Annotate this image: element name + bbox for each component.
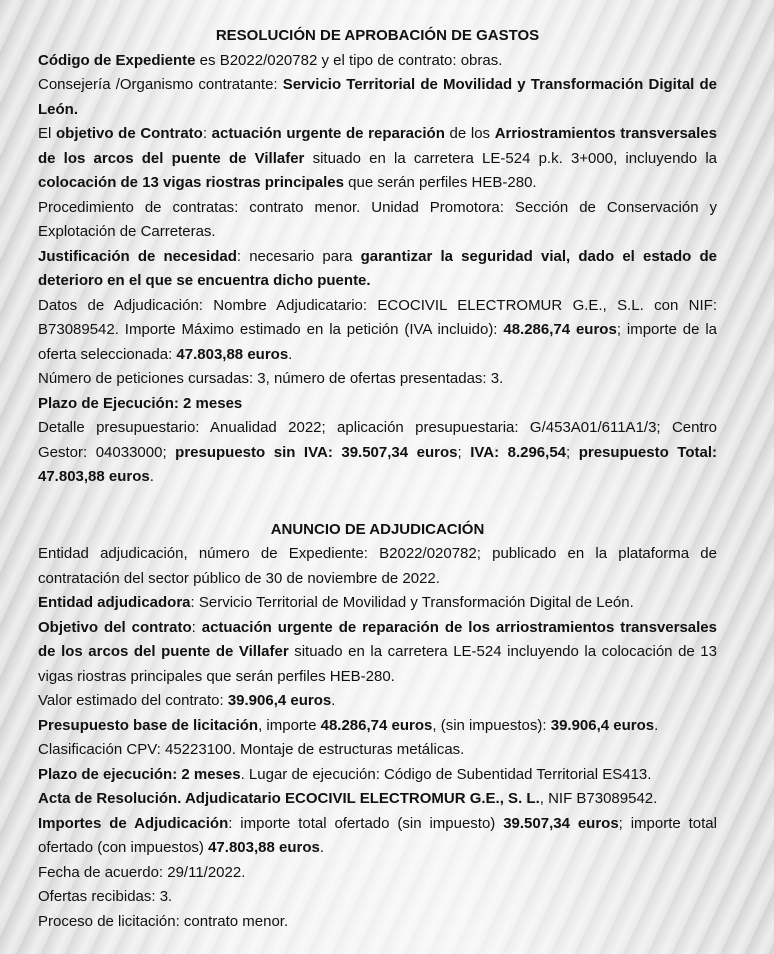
resolucion-adjudicacion: Datos de Adjudicación: Nombre Adjudicatario: ECOCIVIL ELECTROMUR G.E., S.L. con NIF: B73089542. Importe Máximo estimado en la petición (IVA incluido): 48.286,74 euros; importe de la oferta seleccionada: 47.803,88 euros. [38,296,718,363]
anuncio-presupuesto: Presupuesto base de licitación, importe 48.286,74 euros, (sin impuestos): 39.906,4 euros. [38,716,659,734]
resolucion-presupuesto: Detalle presupuestario: Anualidad 2022; aplicación presupuestaria: G/453A01/611A1/3; Centro Gestor: 04033000; presupuesto sin IVA: 39.507,34 euros; IVA: 8.296,54; presupuesto Total: 47.803,88 euros. [38,419,717,485]
resolucion-expediente: Código de Expediente es B2022/020782 y el tipo de contrato: obras. [38,51,503,69]
resolucion-organismo: Consejería /Organismo contratante: Servicio Territorial de Movilidad y Transformación Digital de León. [38,76,717,118]
anuncio-adjudicadora: Entidad adjudicadora: Servicio Territorial de Movilidad y Transformación Digital de León. [38,594,634,611]
resolucion-procedimiento: Procedimiento de contratas: contrato menor. Unidad Promotora: Sección de Conservación y Explotación de Carreteras. [38,198,717,240]
anuncio-acta: Acta de Resolución. Adjudicatario ECOCIVIL ELECTROMUR G.E., S. L., NIF B73089542. [38,790,658,807]
resolucion-objetivo: El objetivo de Contrato: actuación urgente de reparación de los Arriostramientos transversales de los arcos del puente de Villafer situado en la carretera LE-524 p.k. 3+000, incluyendo la colocación de 13 vigas riostras principales que serán perfiles HEB-280. [38,125,717,191]
anuncio-ofertas: Ofertas recibidas: 3. [38,888,173,905]
anuncio-proceso: Proceso de licitación: contrato menor. [38,912,289,930]
resolucion-plazo: Plazo de Ejecución: 2 meses [38,394,243,412]
anuncio-entidad: Entidad adjudicación, número de Expediente: B2022/020782; publicado en la plataforma de contratación del sector público de 30 de noviembre de 2022. [38,545,717,587]
anuncio-title: ANUNCIO DE ADJUDICACIÓN [270,520,485,538]
anuncio-fecha: Fecha de acuerdo: 29/11/2022. [38,863,246,881]
anuncio-objetivo: Objetivo del contrato: actuación urgente de reparación de los arriostramientos transversales de los arcos del puente de Villafer situado en la carretera LE-524 incluyendo la colocación de 13 vigas riostras principales que serán perfiles HEB-280. [38,618,717,685]
resolucion-justificacion: Justificación de necesidad: necesario para garantizar la seguridad vial, dado el estado de deterioro en el que se encuentra dicho puente. [38,247,717,289]
anuncio-valor: Valor estimado del contrato: 39.906,4 euros. [38,692,336,709]
resolucion-peticiones: Número de peticiones cursadas: 3, número de ofertas presentadas: 3. [38,370,504,387]
anuncio-plazo: Plazo de ejecución: 2 meses. Lugar de ejecución: Código de Subentidad Territorial ES413. [38,765,652,783]
document-body [38,24,717,934]
anuncio-cpv: Clasificación CPV: 45223100. Montaje de estructuras metálicas. [38,741,465,758]
resolucion-title: RESOLUCIÓN DE APROBACIÓN DE GASTOS [215,27,540,44]
anuncio-importes: Importes de Adjudicación: importe total ofertado (sin impuesto) 39.507,34 euros; importe total ofertado (con impuestos) 47.803,88 euros. [38,814,717,856]
